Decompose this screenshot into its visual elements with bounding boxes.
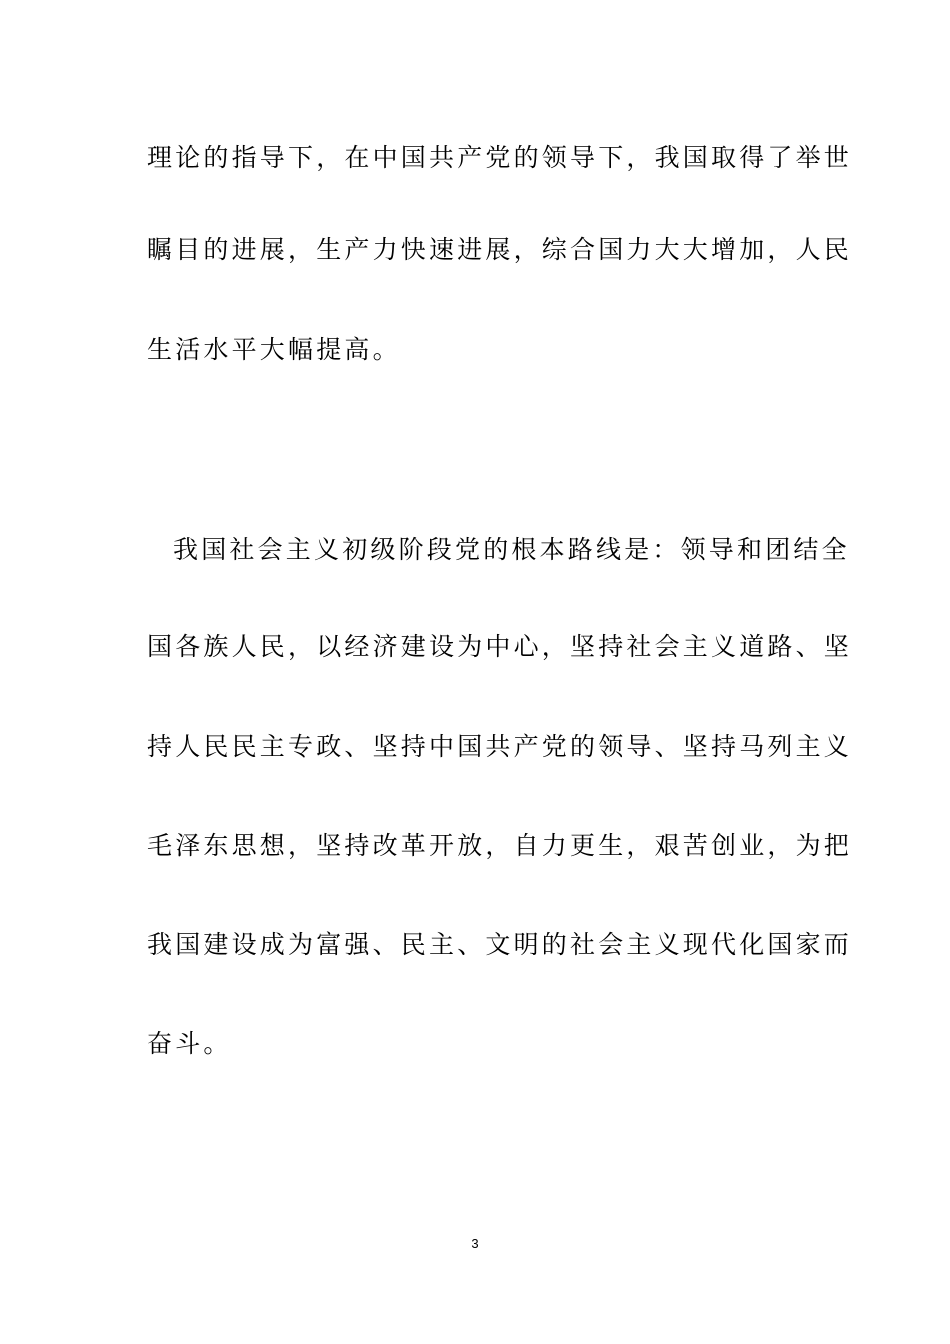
paragraph-line: 国各族人民，以经济建设为中心，坚持社会主义道路、坚 — [147, 632, 853, 661]
paragraph-line: 瞩目的进展，生产力快速进展，综合国力大大增加，人民 — [147, 235, 853, 264]
page-number: 3 — [471, 1236, 479, 1251]
paragraph-line: 持人民民主专政、坚持中国共产党的领导、坚持马列主义 — [147, 732, 853, 761]
paragraph-line: 奋斗。 — [147, 1029, 232, 1058]
paragraph-line: 理论的指导下，在中国共产党的领导下，我国取得了举世 — [147, 143, 853, 172]
paragraph-line: 我国建设成为富强、民主、文明的社会主义现代化国家而 — [147, 930, 853, 959]
paragraph-line: 我国社会主义初级阶段党的根本路线是：领导和团结全 — [173, 535, 850, 564]
paragraph-line: 毛泽东思想，坚持改革开放，自力更生，艰苦创业，为把 — [147, 831, 853, 860]
paragraph-line: 生活水平大幅提高。 — [147, 335, 401, 364]
